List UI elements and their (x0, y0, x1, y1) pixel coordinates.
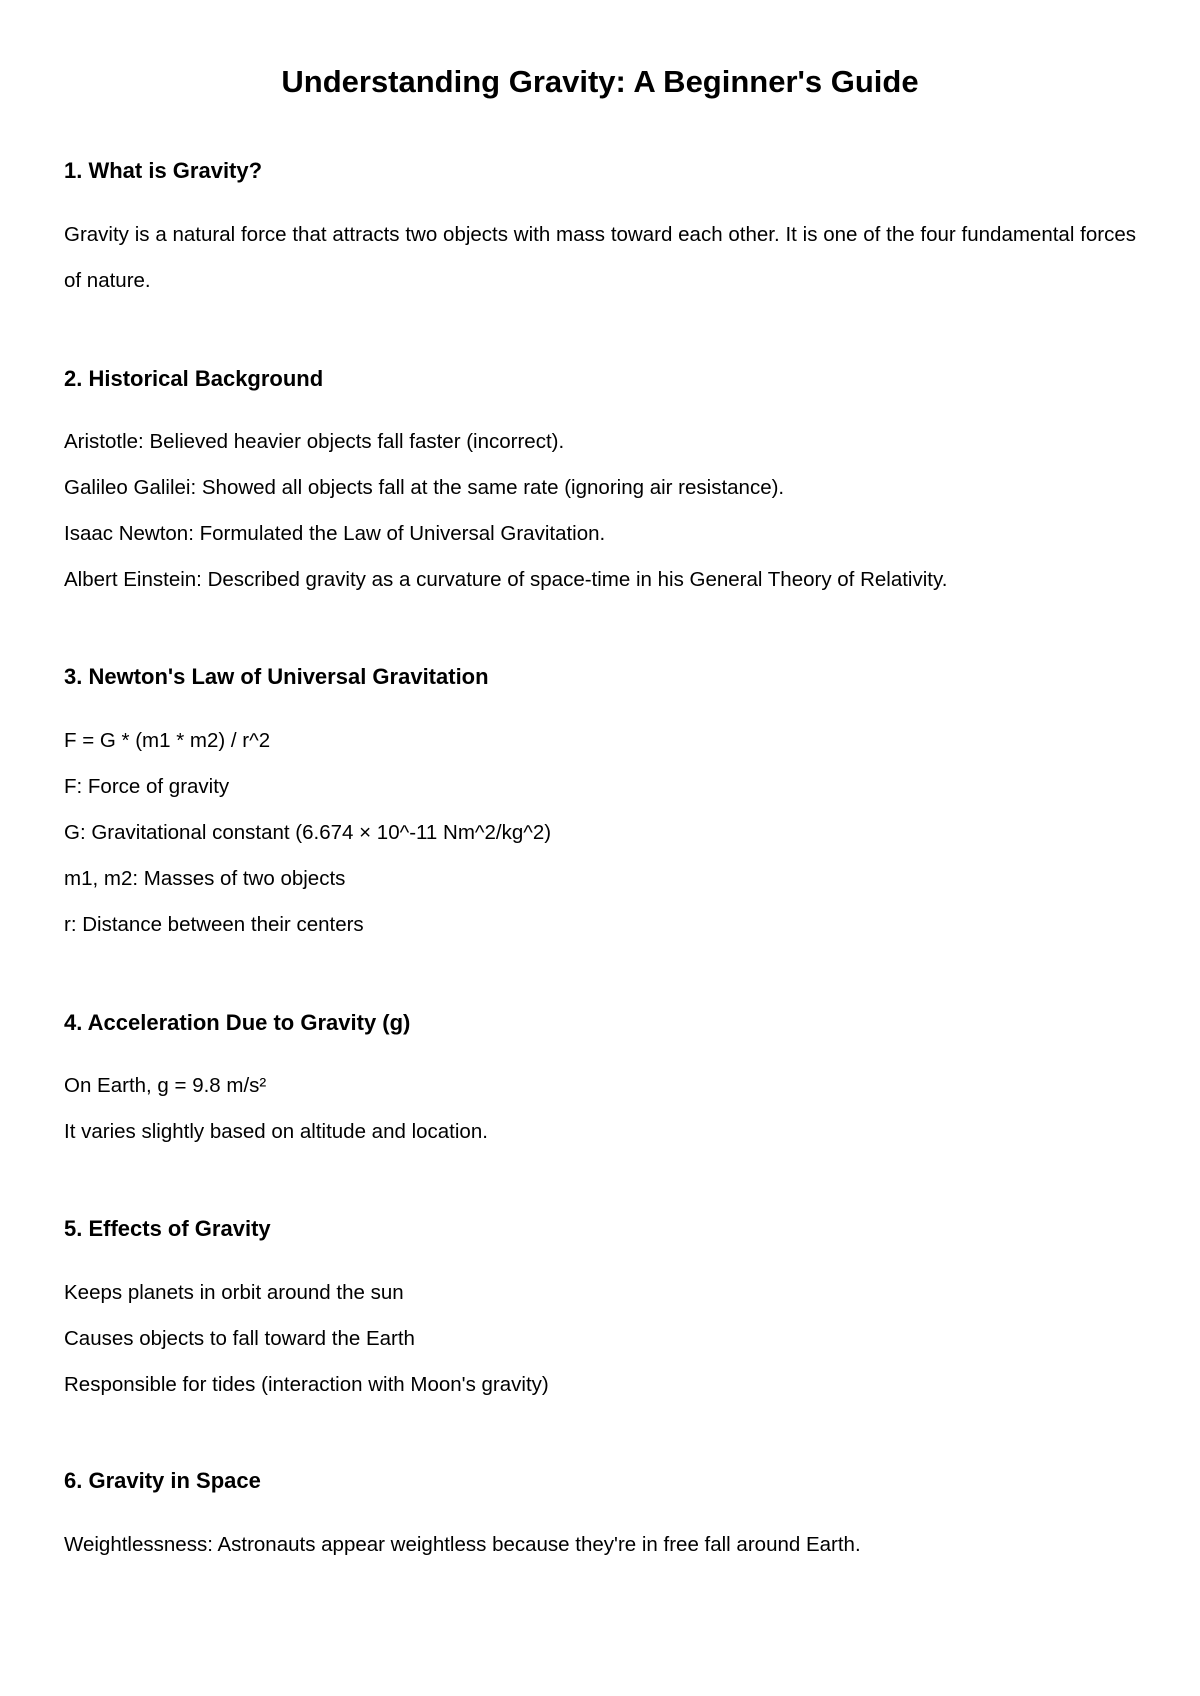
history-item-newton: Isaac Newton: Formulated the Law of Universal Gravitation. (64, 522, 606, 545)
section-heading-acceleration: 4. Acceleration Due to Gravity (g) (64, 1010, 411, 1035)
section-heading-gravity-in-space: 6. Gravity in Space (64, 1468, 261, 1493)
document-title: Understanding Gravity: A Beginner's Guide (281, 64, 919, 99)
history-item-aristotle: Aristotle: Believed heavier objects fall faster (incorrect). (64, 430, 565, 453)
section-heading-what-is-gravity: 1. What is Gravity? (64, 158, 263, 183)
formula-term-g: G: Gravitational constant (6.674 × 10^-11 Nm^2/kg^2) (64, 821, 552, 844)
section-paragraph-what-is-gravity: Gravity is a natural force that attracts two objects with mass toward each other. It is one of the four fundamental forces of nature. (64, 223, 1136, 292)
effect-item-falling: Causes objects to fall toward the Earth (64, 1327, 415, 1350)
section-heading-historical-background: 2. Historical Background (64, 366, 324, 391)
section-heading-newtons-law: 3. Newton's Law of Universal Gravitation (64, 664, 489, 689)
formula-line: F = G * (m1 * m2) / r^2 (64, 729, 271, 752)
acceleration-note-line: It varies slightly based on altitude and location. (64, 1120, 488, 1143)
formula-term-masses: m1, m2: Masses of two objects (64, 867, 346, 890)
history-item-galileo: Galileo Galilei: Showed all objects fall at the same rate (ignoring air resistance). (64, 476, 785, 499)
section-heading-effects: 5. Effects of Gravity (64, 1216, 271, 1241)
effect-item-orbits: Keeps planets in orbit around the sun (64, 1281, 404, 1304)
formula-term-f: F: Force of gravity (64, 775, 230, 798)
history-item-einstein: Albert Einstein: Described gravity as a curvature of space-time in his General Theory of Relativity. (64, 568, 948, 591)
acceleration-value-line: On Earth, g = 9.8 m/s² (64, 1074, 267, 1097)
effect-item-tides: Responsible for tides (interaction with Moon's gravity) (64, 1373, 549, 1396)
formula-term-r: r: Distance between their centers (64, 913, 364, 936)
space-item-weightlessness: Weightlessness: Astronauts appear weightless because they're in free fall around Earth. (64, 1533, 861, 1556)
